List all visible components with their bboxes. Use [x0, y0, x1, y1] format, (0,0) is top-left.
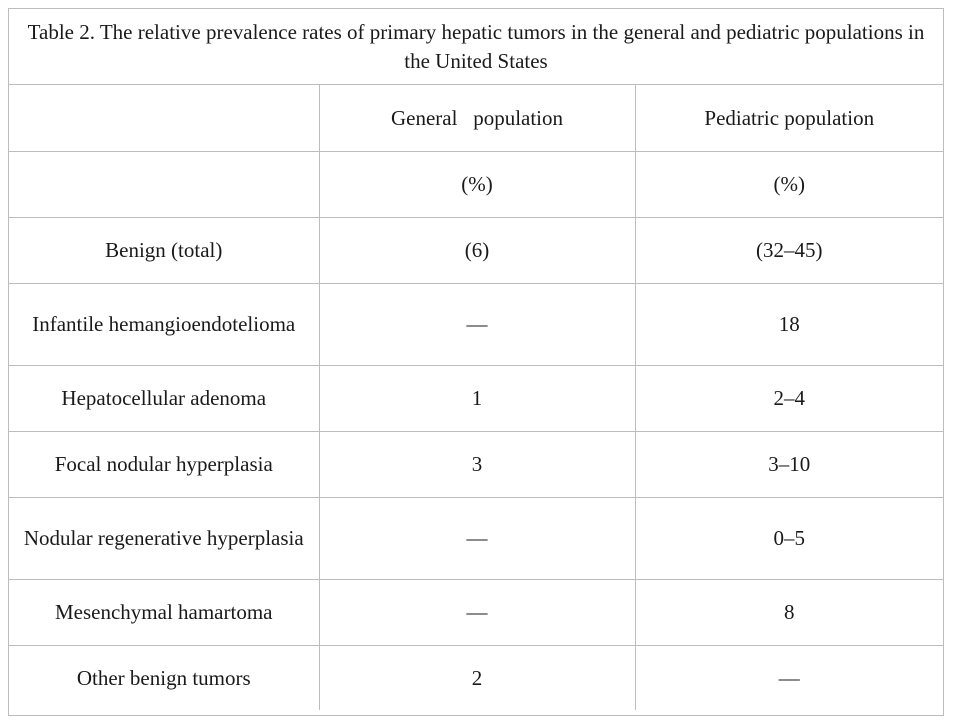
table-caption: Table 2. The relative prevalence rates of primary hepatic tumors in the general and pediatric populations in the United States [9, 9, 943, 85]
row-label: Focal nodular hyperplasia [9, 431, 319, 497]
header-general-population: General population [319, 85, 635, 151]
table-slide [8, 8, 944, 716]
units-row [9, 151, 943, 217]
header-pediatric-population: Pediatric population [635, 85, 943, 151]
row-general-value: — [319, 497, 635, 579]
row-pediatric-value: — [778, 665, 800, 690]
table-row [9, 365, 943, 431]
row-label: Hepatocellular adenoma [9, 365, 319, 431]
row-general-value: — [319, 283, 635, 365]
prevalence-table [9, 85, 943, 710]
row-general-value: 2 [319, 645, 635, 710]
row-label: Other benign tumors [9, 645, 319, 710]
table-row [9, 645, 943, 710]
row-pediatric-value: 0–5 [635, 497, 943, 579]
units-row-label [9, 151, 319, 217]
table-row [9, 217, 943, 283]
row-pediatric-value: (32–45) [635, 217, 943, 283]
row-general-value: 3 [319, 431, 635, 497]
table-row [9, 579, 943, 645]
row-pediatric-value: 3–10 [635, 431, 943, 497]
row-label: Infantile hemangioendotelioma [9, 283, 319, 365]
table-row [9, 431, 943, 497]
row-general-value: 1 [319, 365, 635, 431]
row-pediatric-value: 8 [635, 579, 943, 645]
table-row [9, 283, 943, 365]
row-general-value: — [319, 579, 635, 645]
table-row [9, 497, 943, 579]
row-pediatric-value: 18 [635, 283, 943, 365]
row-label: Nodular regenerative hyperplasia [9, 497, 319, 579]
header-row-label [9, 85, 319, 151]
header-row [9, 85, 943, 151]
row-general-value: (6) [319, 217, 635, 283]
row-label: Mesenchymal hamartoma [9, 579, 319, 645]
units-general: (%) [319, 151, 635, 217]
row-pediatric-value: 2–4 [635, 365, 943, 431]
row-label: Benign (total) [9, 217, 319, 283]
units-pediatric: (%) [635, 151, 943, 217]
